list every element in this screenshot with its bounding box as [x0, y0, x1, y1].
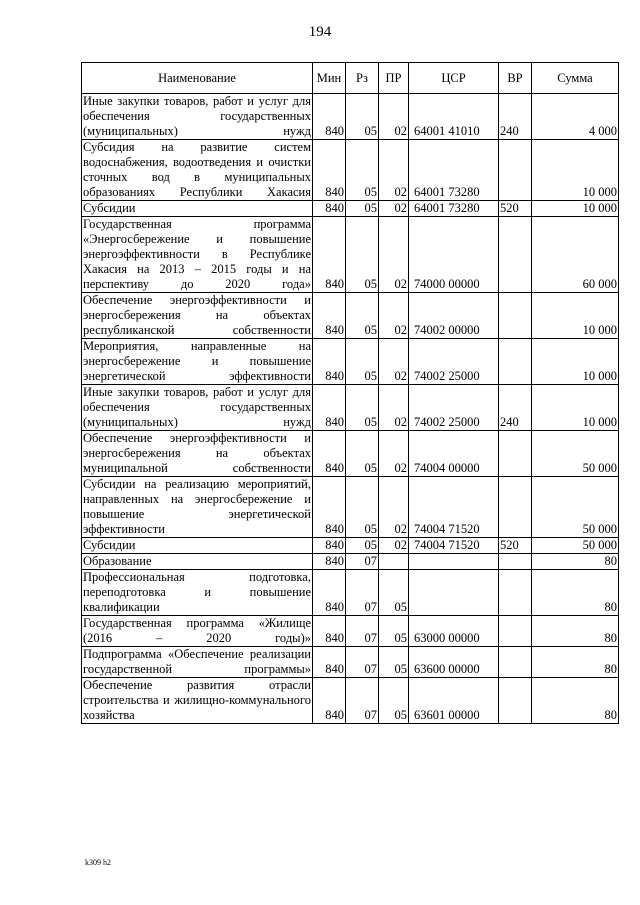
row-csr: 74004 71520: [409, 538, 499, 554]
row-min: 840: [313, 339, 346, 385]
row-rz: 05: [346, 201, 379, 217]
row-rz: 07: [346, 616, 379, 647]
table-body: [82, 94, 619, 724]
table-row: [82, 339, 619, 385]
row-csr: 64001 41010: [409, 94, 499, 140]
table-row: [82, 554, 619, 570]
row-sum: 50 000: [532, 538, 619, 554]
header-sum: Сумма: [532, 63, 619, 94]
row-min: 840: [313, 217, 346, 293]
row-name: Государственная программа «Энергосбережение и повышение энергоэффективности в Республике Хакасия на 2013 – 2015 годы и на перспективу до 2020 года»: [83, 217, 311, 291]
row-sum: 80: [532, 678, 619, 724]
table-row: [82, 477, 619, 538]
row-name: Субсидии на реализацию мероприятий, направленных на энергосбережение и повышение энергетической эффективности: [83, 477, 311, 536]
row-min: 840: [313, 94, 346, 140]
row-csr: 63000 00000: [409, 616, 499, 647]
row-csr: 74000 00000: [409, 217, 499, 293]
table-row: [82, 94, 619, 140]
row-pr: 05: [379, 616, 409, 647]
row-vr: 240: [499, 385, 532, 431]
row-vr: [499, 339, 532, 385]
row-vr: [499, 554, 532, 570]
table-row: [82, 140, 619, 201]
table-header-row: [82, 63, 619, 94]
row-csr: 63600 00000: [409, 647, 499, 678]
row-name: Субсидия на развитие систем водоснабжения, водоотведения и очистки сточных вод в муниципальных образованиях Республики Хакасия: [83, 140, 311, 199]
row-csr: 74004 71520: [409, 477, 499, 538]
row-csr: 74002 25000: [409, 339, 499, 385]
row-min: 840: [313, 570, 346, 616]
row-vr: [499, 647, 532, 678]
row-min: 840: [313, 538, 346, 554]
row-pr: 02: [379, 339, 409, 385]
row-pr: 02: [379, 140, 409, 201]
row-sum: 10 000: [532, 339, 619, 385]
table-row: [82, 538, 619, 554]
row-pr: 02: [379, 293, 409, 339]
row-min: 840: [313, 385, 346, 431]
row-vr: 520: [499, 201, 532, 217]
row-sum: 10 000: [532, 201, 619, 217]
row-name: Обеспечение развития отрасли строительства и жилищно-коммунального хозяйства: [83, 678, 311, 722]
row-pr: 02: [379, 477, 409, 538]
row-csr: [409, 570, 499, 616]
row-rz: 05: [346, 385, 379, 431]
row-vr: [499, 477, 532, 538]
row-name: Иные закупки товаров, работ и услуг для обеспечения государственных (муниципальных) нужд: [83, 385, 311, 429]
row-sum: 80: [532, 570, 619, 616]
footer-code: k309 h2: [85, 858, 111, 867]
row-csr: [409, 554, 499, 570]
table-row: [82, 647, 619, 678]
table-row: [82, 385, 619, 431]
row-name: Профессиональная подготовка, переподготовка и повышение квалификации: [83, 570, 311, 614]
row-name: Мероприятия, направленные на энергосбережение и повышение энергетической эффективности: [83, 339, 311, 383]
row-rz: 05: [346, 140, 379, 201]
row-min: 840: [313, 616, 346, 647]
row-vr: 240: [499, 94, 532, 140]
row-csr: 64001 73280: [409, 140, 499, 201]
row-name: Образование: [82, 554, 313, 570]
row-vr: [499, 293, 532, 339]
row-pr: 02: [379, 201, 409, 217]
row-pr: 02: [379, 538, 409, 554]
row-sum: 80: [532, 554, 619, 570]
row-min: 840: [313, 201, 346, 217]
row-rz: 07: [346, 647, 379, 678]
row-min: 840: [313, 140, 346, 201]
row-pr: 05: [379, 570, 409, 616]
row-csr: 64001 73280: [409, 201, 499, 217]
row-sum: 10 000: [532, 140, 619, 201]
row-vr: [499, 431, 532, 477]
row-name: Иные закупки товаров, работ и услуг для обеспечения государственных (муниципальных) нужд: [83, 94, 311, 138]
row-sum: 50 000: [532, 431, 619, 477]
header-rz: Рз: [346, 63, 379, 94]
row-vr: 520: [499, 538, 532, 554]
row-name: Обеспечение энергоэффективности и энергосбережения на объектах республиканской собственности: [83, 293, 311, 337]
row-sum: 4 000: [532, 94, 619, 140]
row-csr: 74002 25000: [409, 385, 499, 431]
row-min: 840: [313, 477, 346, 538]
row-pr: 02: [379, 431, 409, 477]
row-rz: 07: [346, 678, 379, 724]
row-vr: [499, 140, 532, 201]
row-sum: 60 000: [532, 217, 619, 293]
row-rz: 05: [346, 293, 379, 339]
table-row: [82, 217, 619, 293]
row-rz: 05: [346, 217, 379, 293]
row-pr: [379, 554, 409, 570]
header-name: Наименование: [82, 63, 313, 94]
row-name: Государственная программа «Жилище (2016 – 2020 годы)»: [83, 616, 311, 645]
row-rz: 05: [346, 94, 379, 140]
row-csr: 63601 00000: [409, 678, 499, 724]
row-csr: 74004 00000: [409, 431, 499, 477]
row-vr: [499, 616, 532, 647]
budget-table: [81, 62, 619, 724]
row-sum: 10 000: [532, 293, 619, 339]
row-rz: 05: [346, 431, 379, 477]
row-vr: [499, 678, 532, 724]
row-min: 840: [313, 293, 346, 339]
row-sum: 80: [532, 616, 619, 647]
table-row: [82, 616, 619, 647]
row-name: Субсидии: [82, 538, 313, 554]
row-sum: 80: [532, 647, 619, 678]
row-min: 840: [313, 647, 346, 678]
row-rz: 05: [346, 477, 379, 538]
row-sum: 10 000: [532, 385, 619, 431]
header-csr: ЦСР: [409, 63, 499, 94]
row-min: 840: [313, 554, 346, 570]
row-pr: 02: [379, 385, 409, 431]
row-rz: 05: [346, 538, 379, 554]
row-pr: 05: [379, 647, 409, 678]
row-name: Подпрограмма «Обеспечение реализации государственной программы»: [83, 647, 311, 676]
table-row: [82, 201, 619, 217]
row-rz: 07: [346, 554, 379, 570]
header-min: Мин: [313, 63, 346, 94]
table-row: [82, 293, 619, 339]
table-row: [82, 431, 619, 477]
row-vr: [499, 570, 532, 616]
header-pr: ПР: [379, 63, 409, 94]
row-rz: 05: [346, 339, 379, 385]
row-min: 840: [313, 431, 346, 477]
row-sum: 50 000: [532, 477, 619, 538]
row-pr: 02: [379, 94, 409, 140]
row-pr: 05: [379, 678, 409, 724]
page-number: 194: [308, 24, 332, 40]
row-pr: 02: [379, 217, 409, 293]
row-name: Субсидии: [82, 201, 313, 217]
table-row: [82, 678, 619, 724]
row-name: Обеспечение энергоэффективности и энергосбережения на объектах муниципальной собственности: [83, 431, 311, 475]
row-vr: [499, 217, 532, 293]
row-csr: 74002 00000: [409, 293, 499, 339]
header-vr: ВР: [499, 63, 532, 94]
row-min: 840: [313, 678, 346, 724]
row-rz: 07: [346, 570, 379, 616]
table-row: [82, 570, 619, 616]
